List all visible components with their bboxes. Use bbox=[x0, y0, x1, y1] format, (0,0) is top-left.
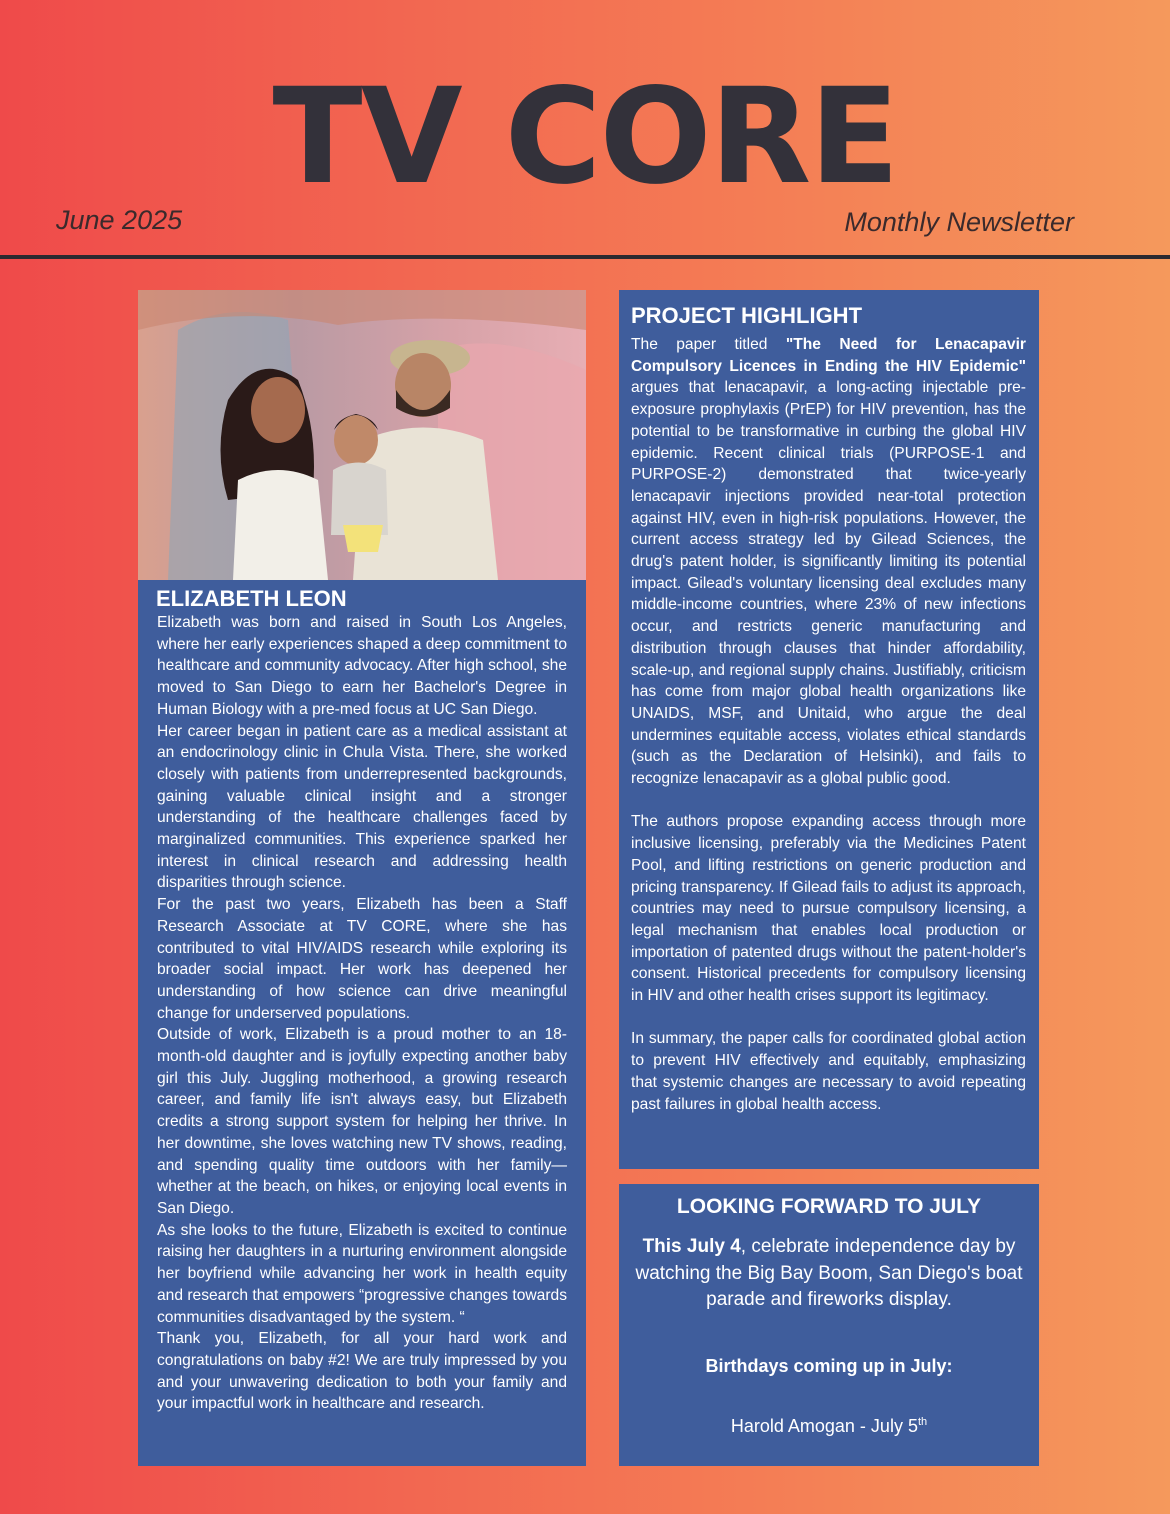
profile-paragraph: Thank you, Elizabeth, for all your hard work and congratulations on baby #2! We are truly impressed by you and your unwavering dedication to both your family and your impactful work in healthcare and research. bbox=[157, 1330, 567, 1413]
profile-paragraph: Elizabeth was born and raised in South Los Angeles, where her early experiences shaped a deep commitment to healthcare and community advocacy. After high school, she moved to San Diego to earn her Bachelor's Degree in Human Biology with a pre-med focus at UC San Diego. bbox=[157, 614, 567, 718]
issue-type: Monthly Newsletter bbox=[844, 207, 1074, 237]
project-paragraph: The authors propose expanding access through more inclusive licensing, preferably via the Medicines Patent Pool, and lifting restrictions on generic production and pricing transparency. If Gilead fails to adjust its approach, countries may need to pursue compulsory licensing, a legal mechanism that enables local production or importation of patented drugs without the patent-holder's consent. Historical precedents for compulsory licensing in HIV and other health crises support its legitimacy. bbox=[631, 813, 1026, 1005]
profile-paragraph: As she looks to the future, Elizabeth is excited to continue raising her daughters in a nurturing environment alongside her boyfriend while advancing her work in health equity and research that empowers “progressive changes towards communities disadvantaged by the system. “ bbox=[157, 1221, 567, 1326]
july-panel bbox=[619, 1184, 1039, 1466]
profile-paragraph: Her career began in patient care as a medical assistant at an endocrinology clinic in Chula Vista. There, she worked closely with patients from underrepresented backgrounds, gaining valuable clinical insight and a stronger understanding of the healthcare challenges faced by marginalized communities. This experience sparked her interest in clinical research and addressing health disparities through science. bbox=[157, 722, 567, 892]
issue-date: June 2025 bbox=[56, 205, 183, 235]
july-event-text: , celebrate independence day by watching the Big Bay Boom, San Diego's boat parade and fireworks display. bbox=[635, 1236, 1023, 1310]
birthday-text: Harold Amogan - July 5 bbox=[730, 1416, 918, 1436]
july-event bbox=[633, 1234, 1025, 1314]
project-paragraph-rest: argues that lenacapavir, a long-acting injectable pre-exposure prophylaxis (PrEP) for HIV prevention, has the potential to be transformative in curbing the global HIV epidemic. Recent clinical trials (PURPOSE-1 and PURPOSE-2) demonstrated that twice-yearly lenacapavir injections provided near-total protection against HIV, even in high-risk populations. However, the current access strategy led by Gilead Sciences, the drug's patent holder, is significantly limiting its potential impact. Gilead's voluntary licensing deal excludes many middle-income countries, where 23% of new infections occur, and restricts generic manufacturing and distribution through clauses that hinder affordability, scale-up, and regional supply chains. Justifiably, criticism has come from major global health organizations like UNAIDS, MSF, and Unitaid, who argue the deal undermines equitable access, violates ethical standards (such as the Declaration of Helsinki), and fails to recognize lenacapavir as a global public good. bbox=[631, 379, 1026, 788]
profile-body bbox=[157, 612, 567, 1415]
july-heading: LOOKING FORWARD TO JULY bbox=[676, 1195, 982, 1218]
july-event-date: This July 4 bbox=[642, 1236, 741, 1257]
project-heading: PROJECT HIGHLIGHT bbox=[631, 303, 863, 328]
birthday-suffix: th bbox=[917, 1416, 928, 1428]
profile-paragraph: For the past two years, Elizabeth has been a Staff Research Associate at TV CORE, where she has contributed to vital HIV/AIDS research while exploring its broader social impact. Her work has deepened her understanding of how science can drive meaningful change for underserved populations. bbox=[157, 896, 567, 1022]
paper-title: "The Need for Lenacapavir Compulsory Licences in Ending the HIV Epidemic" bbox=[631, 336, 1026, 375]
profile-panel bbox=[138, 290, 586, 1466]
project-highlight-panel bbox=[619, 290, 1039, 1169]
project-paragraph: In summary, the paper calls for coordinated global action to prevent HIV effectively and equitably, emphasizing that systemic changes are necessary to avoid repeating past failures in global health access. bbox=[631, 1030, 1026, 1113]
project-body bbox=[631, 334, 1026, 1137]
profile-name: ELIZABETH LEON bbox=[156, 586, 347, 611]
birthday-item bbox=[619, 1410, 1039, 1438]
profile-paragraph: Outside of work, Elizabeth is a proud mother to an 18-month-old daughter and is joyfully expecting another baby girl this July. Juggling motherhood, a growing research career, and family life isn't always easy, but Elizabeth credits a strong support system for helping her thrive. In her downtime, she loves watching new TV shows, reading, and spending quality time outdoors with her family—whether at the beach, on hikes, or enjoying local events in San Diego. bbox=[157, 1026, 567, 1217]
project-intro: The paper titled bbox=[631, 336, 786, 353]
newsletter-title: TV CORE bbox=[272, 60, 898, 214]
project-paragraph bbox=[631, 334, 1026, 790]
birthdays-heading: Birthdays coming up in July: bbox=[705, 1356, 953, 1376]
header-divider bbox=[0, 255, 1170, 259]
family-photo bbox=[138, 290, 586, 580]
